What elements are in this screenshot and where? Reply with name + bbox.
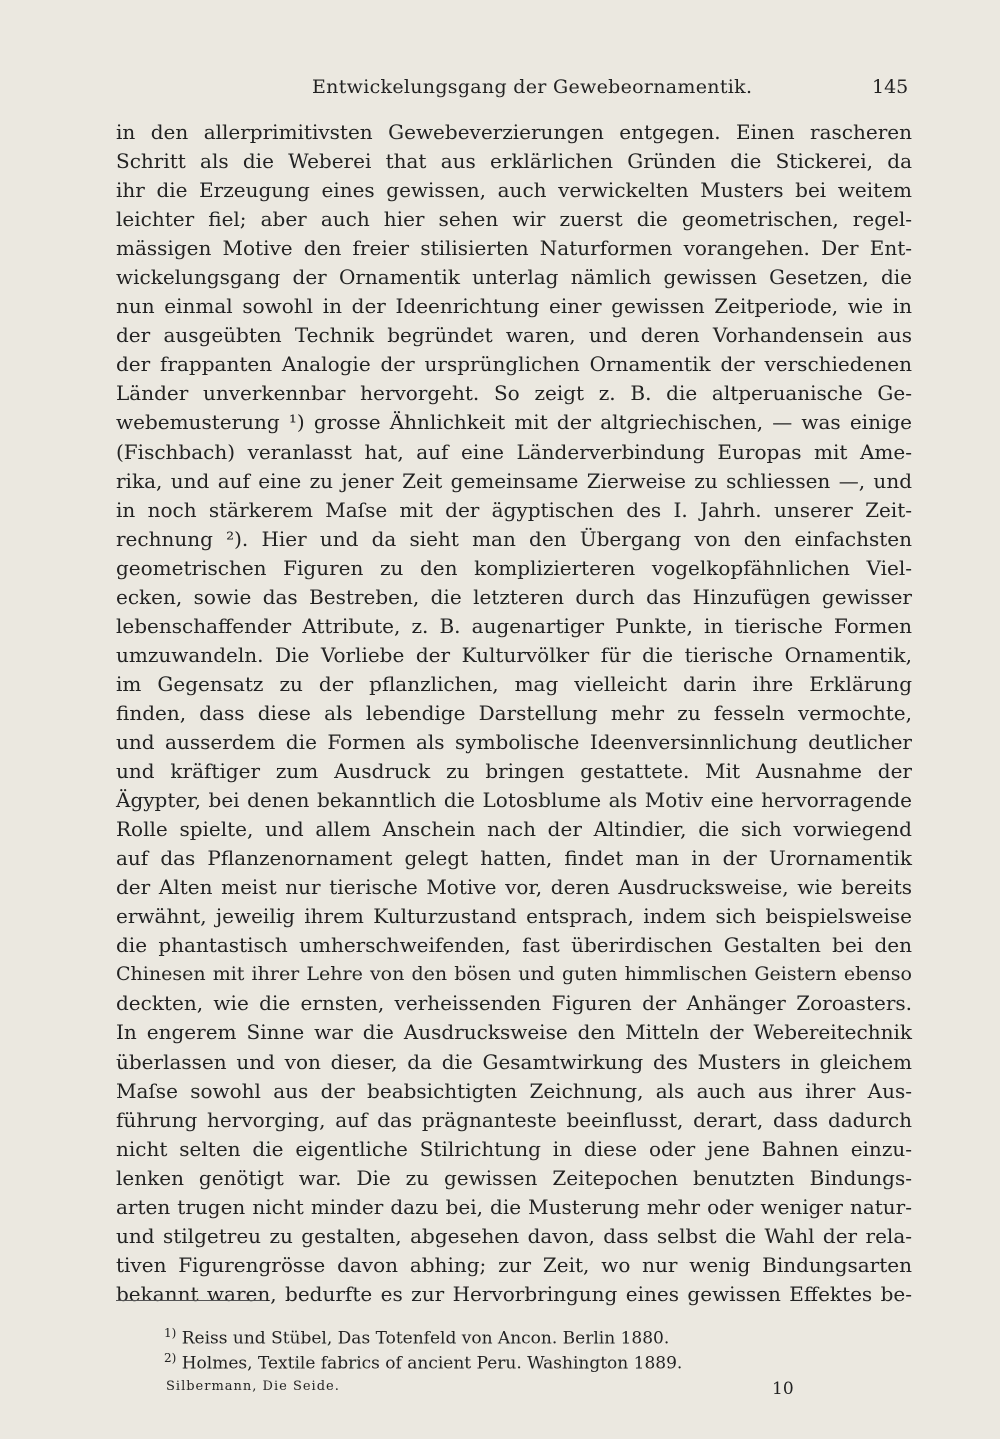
footnote-rule — [116, 1300, 266, 1301]
footnote-1 — [164, 1326, 669, 1349]
text-line: (Fischbach) veranlasst hat, auf eine Länderverbindung Europas mit Ame- — [116, 439, 912, 464]
text-line: umzuwandeln. Die Vorliebe der Kulturvölker für die tierische Ornamentik, — [116, 642, 912, 667]
text-line: Rolle spielte, und allem Anschein nach der Altindier, die sich vorwiegend — [116, 817, 912, 842]
text-line: erwähnt, jeweilig ihrem Kulturzustand entsprach, indem sich beispielsweise — [116, 904, 912, 929]
text-line: und ausserdem die Formen als symbolische Ideenversinnlichung deutlicher — [116, 729, 912, 754]
text-line: Maſse sowohl aus der beabsichtigten Zeichnung, als auch aus ihrer Aus- — [116, 1078, 912, 1103]
text-line: lebenschaffender Attribute, z. B. augenartiger Punkte, in tierische Formen — [116, 613, 912, 638]
footnote-1-mark: 1) — [164, 1326, 177, 1340]
text-line: Länder unverkennbar hervorgeht. So zeigt z. B. die altperuanische Ge- — [116, 381, 912, 406]
body-text — [116, 118, 912, 1309]
text-line: ihr die Erzeugung eines gewissen, auch verwickelten Musters bei weitem — [116, 178, 912, 203]
text-line: rika, und auf eine zu jener Zeit gemeinsame Zierweise zu schliessen —, und — [116, 468, 912, 493]
text-line: führung hervorging, auf das prägnanteste beeinflusst, derart, dass dadurch — [116, 1107, 912, 1132]
text-line: deckten, wie die ernsten, verheissenden Figuren der Anhänger Zoroasters. — [116, 991, 912, 1016]
sheet-number: 10 — [772, 1379, 794, 1399]
text-line: arten trugen nicht minder dazu bei, die Musterung mehr oder weniger natur- — [116, 1194, 912, 1219]
signature-mark: Silbermann, Die Seide. — [166, 1379, 340, 1394]
footnote-2-text: Holmes, Textile fabrics of ancient Peru. Washington 1889. — [181, 1353, 683, 1374]
text-line: der frappanten Analogie der ursprünglichen Ornamentik der verschiedenen — [116, 352, 912, 377]
text-line: webemusterung ¹) grosse Ähnlichkeit mit der altgriechischen, — was einige — [116, 410, 912, 435]
text-line: nun einmal sowohl in der Ideenrichtung einer gewissen Zeitperiode, wie in — [116, 294, 912, 319]
footnote-2-mark: 2) — [164, 1351, 177, 1365]
text-line: auf das Pflanzenornament gelegt hatten, findet man in der Urornamentik — [116, 846, 912, 871]
text-line: lenken genötigt war. Die zu gewissen Zeitepochen benutzten Bindungs- — [116, 1165, 912, 1190]
text-line: tiven Figurengrösse davon abhing; zur Zeit, wo nur wenig Bindungsarten — [116, 1252, 912, 1277]
text-line: ecken, sowie das Bestreben, die letzteren durch das Hinzufügen gewisser — [116, 584, 912, 609]
text-line: nicht selten die eigentliche Stilrichtung in diese oder jene Bahnen einzu- — [116, 1136, 912, 1161]
text-line: mässigen Motive den freier stilisierten Naturformen vorangehen. Der Ent- — [116, 236, 912, 261]
text-line: In engerem Sinne war die Ausdrucksweise den Mitteln der Webereitechnik — [116, 1020, 912, 1045]
text-line: Schritt als die Weberei that aus erklärlichen Gründen die Stickerei, da — [116, 149, 912, 174]
text-line: geometrischen Figuren zu den komplizierteren vogelkopfähnlichen Viel- — [116, 555, 912, 580]
text-line: und stilgetreu zu gestalten, abgesehen davon, dass selbst die Wahl der rela- — [116, 1223, 912, 1248]
text-line: Ägypter, bei denen bekanntlich die Lotosblume als Motiv eine hervorragende — [116, 788, 912, 813]
footnote-1-text: Reiss und Stübel, Das Totenfeld von Ancon. Berlin 1880. — [181, 1328, 670, 1349]
text-line: der ausgeübten Technik begründet waren, und deren Vorhandensein aus — [116, 323, 912, 348]
text-line: und kräftiger zum Ausdruck zu bringen gestattete. Mit Ausnahme der — [116, 759, 912, 784]
text-line: finden, dass diese als lebendige Darstellung mehr zu fesseln vermochte, — [116, 700, 912, 725]
text-line: die phantastisch umherschweifenden, fast überirdischen Gestalten bei den — [116, 933, 912, 958]
running-head-title: Entwickelungsgang der Gewebeornamentik. — [312, 76, 753, 98]
text-line: bekannt waren, bedurfte es zur Hervorbringung eines gewissen Effektes be- — [116, 1281, 912, 1306]
text-line: in den allerprimitivsten Gewebeverzierungen entgegen. Einen rascheren — [116, 120, 912, 144]
text-line: in noch stärkerem Maſse mit der ägyptischen des I. Jahrh. unserer Zeit- — [116, 497, 912, 522]
page-number: 145 — [872, 76, 909, 98]
text-line: im Gegensatz zu der pflanzlichen, mag vielleicht darin ihre Erklärung — [116, 671, 912, 696]
text-line: leichter fiel; aber auch hier sehen wir zuerst die geometrischen, regel- — [116, 207, 912, 232]
footnote-2 — [164, 1351, 682, 1374]
text-line: überlassen und von dieser, da die Gesamtwirkung des Musters in gleichem — [116, 1049, 912, 1074]
text-line: Chinesen mit ihrer Lehre von den bösen und guten himmlischen Geistern ebenso — [116, 963, 912, 986]
text-line: der Alten meist nur tierische Motive vor, deren Ausdrucksweise, wie bereits — [116, 875, 912, 900]
text-line: wickelungsgang der Ornamentik unterlag nämlich gewissen Gesetzen, die — [116, 265, 912, 290]
text-line: rechnung ²). Hier und da sieht man den Übergang von den einfachsten — [116, 526, 912, 551]
